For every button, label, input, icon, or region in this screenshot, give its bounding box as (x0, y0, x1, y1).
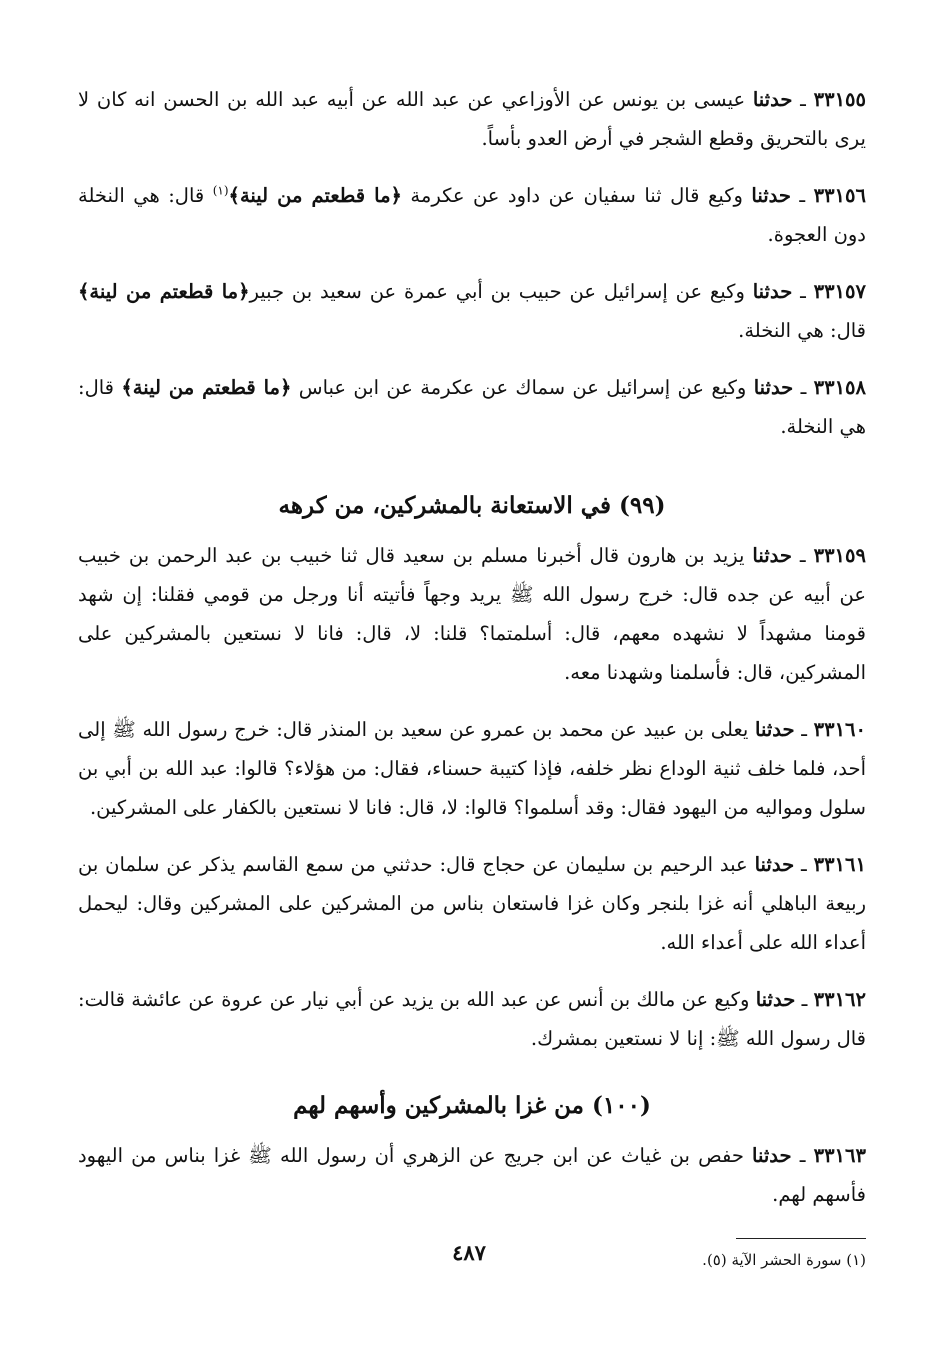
hadith-text-tail: قال: هي النخلة. (738, 319, 866, 342)
hadith-text: يعلى بن عبيد عن محمد بن عمرو عن سعيد بن المنذر قال: خرج رسول الله ﷺ إلى أحد، فلما خلف ثنية الوداع نظر خلفه، فإذا كتيبة حسناء، فقال: من هؤلاء؟ قالوا: عبد الله بن أبي بن سلول ومواليه من اليهود فقال: وقد أسلموا؟ قالوا: لا، قال: فانا لا نستعين بالكفار على المشركين. (78, 718, 866, 819)
section-heading-100: (١٠٠) من غزا بالمشركين وأسهم لهم (293, 1092, 651, 1119)
footnote-reference: (١) (212, 183, 229, 198)
hadith-text: يزيد بن هارون قال أخبرنا مسلم بن سعيد قال ثنا خبيب بن عبد الرحمن بن خبيب عن أبيه عن جده قال: خرج رسول الله ﷺ يريد وجهاً فأتيته أنا ورجل من قومي فقلنا: إن شهد قومنا مشهداً لا نشهده معهم، قال: أسلمتما؟ قلنا: لا، قال: فانا لا نستعين بالمشركين على المشركين، قال: فأسلمنا وشهدنا معه. (78, 544, 866, 684)
separator: ـ (790, 184, 814, 207)
hadith-number: ٣٣١٦٣ (813, 1144, 866, 1167)
separator: ـ (792, 88, 814, 111)
hadith-text-tail: قال: هي النخلة دون العجوة. (78, 184, 866, 246)
separator: ـ (793, 376, 814, 399)
quran-quote: ﴿ما قطعتم من لينة﴾ (121, 376, 292, 399)
hadith-33162 (78, 980, 866, 1058)
separator: ـ (794, 718, 814, 741)
footnote: (١) سورة الحشر الآية (٥). (702, 1251, 866, 1269)
hadith-number: ٣٣١٥٦ (813, 184, 866, 207)
hadith-number: ٣٣١٦١ (813, 853, 866, 876)
hadith-lead: حدثنا (752, 544, 792, 567)
hadith-lead: حدثنا (755, 988, 796, 1011)
quran-quote: ﴿ما قطعتم من لينة﴾ (78, 280, 250, 303)
hadith-text: عيسى بن يونس عن الأوزاعي عن عبد الله عن أبيه عبد الله بن الحسن انه كان لا يرى بالتحريق وقطع الشجر في أرض العدو بأساً. (78, 88, 866, 150)
hadith-lead: حدثنا (752, 88, 793, 111)
hadith-number: ٣٣١٥٩ (813, 544, 866, 567)
hadith-text: عبد الرحيم بن سليمان عن حجاج قال: حدثني من سمع القاسم يذكر عن سلمان بن ربيعة الباهلي أنه غزا بلنجر وكان غزا فاستعان بناس من المشركين على المشركين وقال: ليحمل أعداء الله على أعداء الله. (78, 853, 866, 954)
page-number: ٤٨٧ (452, 1240, 486, 1265)
separator: ـ (791, 544, 814, 567)
hadith-lead: حدثنا (755, 718, 795, 741)
hadith-text: حفص بن غياث عن ابن جريج عن الزهري أن رسول الله ﷺ غزا بناس من اليهود فأسهم لهم. (78, 1144, 866, 1206)
hadith-number: ٣٣١٥٧ (813, 280, 866, 303)
hadith-33163 (78, 1136, 866, 1214)
section-heading-99: (٩٩) في الاستعانة بالمشركين، من كرهه (278, 492, 666, 519)
separator: ـ (791, 1144, 814, 1167)
hadith-text: وكيع قال ثنا سفيان عن داود عن عكرمة (401, 184, 752, 207)
footnote-divider (736, 1238, 866, 1239)
hadith-33156 (78, 176, 866, 254)
hadith-lead: حدثنا (751, 184, 791, 207)
hadith-number: ٣٣١٦٠ (813, 718, 866, 741)
hadith-lead: حدثنا (753, 376, 794, 399)
hadith-33158 (78, 368, 866, 446)
hadith-number: ٣٣١٥٨ (813, 376, 866, 399)
hadith-33161 (78, 845, 866, 962)
hadith-number: ٣٣١٦٢ (813, 988, 866, 1011)
hadith-33159 (78, 536, 866, 692)
hadith-lead: حدثنا (754, 853, 795, 876)
separator: ـ (792, 280, 814, 303)
separator: ـ (795, 988, 814, 1011)
hadith-lead: حدثنا (752, 1144, 792, 1167)
quran-quote: ﴿ما قطعتم من لينة﴾ (228, 184, 402, 207)
separator: ـ (794, 853, 814, 876)
hadith-text-tail: قال: هي النخلة. (78, 376, 866, 438)
hadith-lead: حدثنا (752, 280, 793, 303)
hadith-number: ٣٣١٥٥ (813, 88, 866, 111)
hadith-text: وكيع عن إسرائيل عن سماك عن عكرمة عن ابن عباس (291, 376, 754, 399)
hadith-text: وكيع عن مالك بن أنس عن عبد الله بن يزيد عن أبي نيار عن عروة عن عائشة قالت: قال رسول الله ﷺ: إنا لا نستعين بمشرك. (78, 988, 866, 1050)
hadith-33155 (78, 80, 866, 158)
hadith-33160 (78, 710, 866, 827)
hadith-text: وكيع عن إسرائيل عن حبيب بن أبي عمرة عن سعيد بن جبير (249, 280, 753, 303)
hadith-33157 (78, 272, 866, 350)
